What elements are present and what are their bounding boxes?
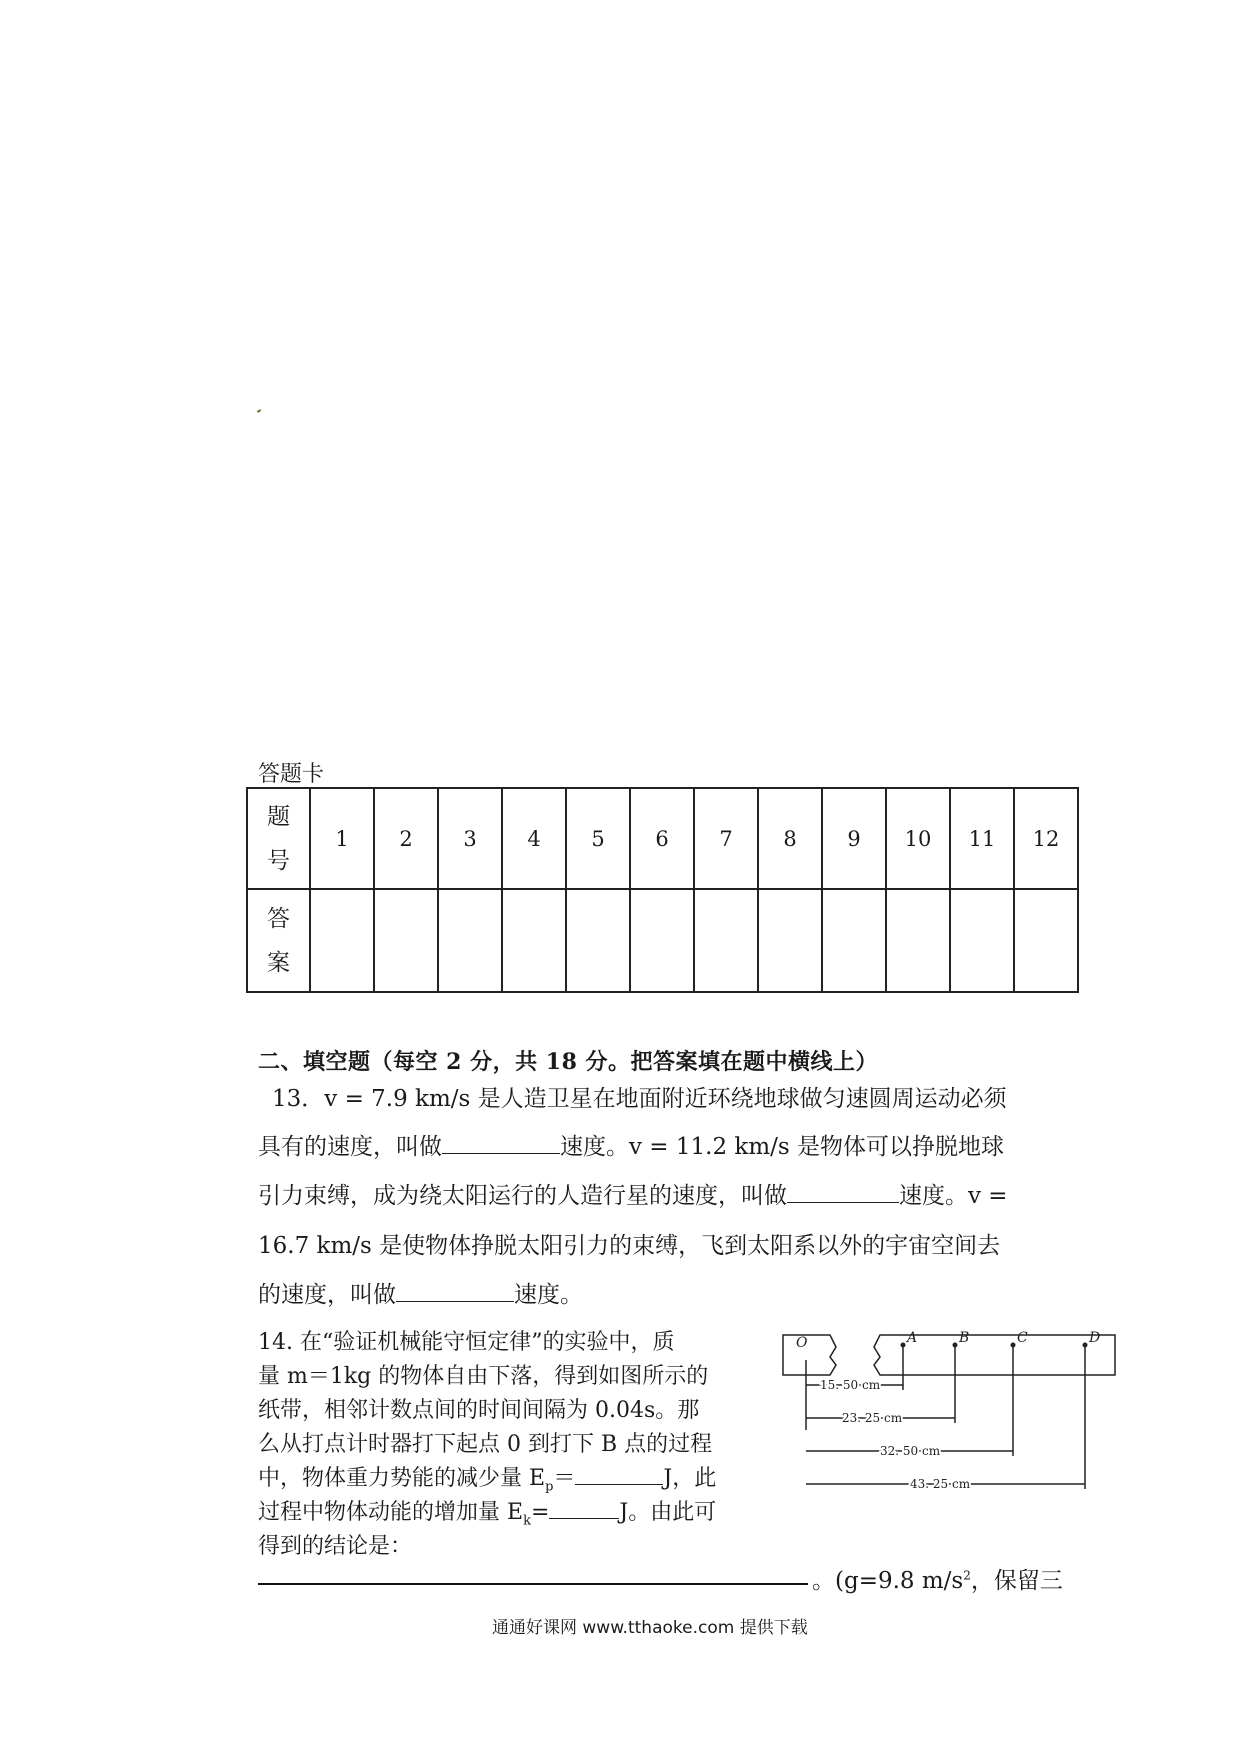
dot-C <box>1011 1343 1016 1348</box>
dot-D <box>1083 1343 1088 1348</box>
q14-line-1: 14. 在“验证机械能守恒定律”的实验中，质 <box>258 1330 675 1355</box>
point-label-D: D <box>1089 1330 1101 1346</box>
distance-label-OB: 23. 25 cm <box>842 1411 903 1425</box>
answer-cell[interactable] <box>886 889 950 992</box>
question-number-cell: 8 <box>758 788 822 889</box>
q14-line-4: 么从打点计时器打下起点 0 到打下 B 点的过程 <box>258 1432 713 1457</box>
blank-kinetic-energy[interactable] <box>549 1498 619 1519</box>
answer-card-title: 答题卡 <box>258 762 325 787</box>
dot-B <box>953 1343 958 1348</box>
answer-cell[interactable] <box>566 889 630 992</box>
point-label-O: O <box>796 1335 808 1351</box>
question-number-cell: 3 <box>438 788 502 889</box>
conclusion-blank[interactable] <box>258 1583 808 1585</box>
answer-cell[interactable] <box>374 889 438 992</box>
q14-line-2: 量 m＝1kg 的物体自由下落，得到如图所示的 <box>258 1364 709 1389</box>
question-number-cell: 4 <box>502 788 566 889</box>
distance-label-OA: 15. 50 cm <box>820 1378 881 1392</box>
row-header-answer: 答 案 <box>247 889 310 992</box>
q14-line-8: 。(g=9.8 $m/s^2$，保留三 <box>812 1568 1063 1594</box>
paper-tape-diagram <box>780 1325 1120 1490</box>
q13-line-4: 16.7 km/s 是使物体挣脱太阳引力的束缚，飞到太阳系以外的宇宙空间去 <box>258 1233 1001 1259</box>
question-number-cell: 10 <box>886 788 950 889</box>
q14-line-7: 得到的结论是： <box>258 1534 413 1559</box>
answer-cell[interactable] <box>310 889 374 992</box>
point-label-C: C <box>1017 1330 1028 1346</box>
row-header-number: 题 号 <box>247 788 310 889</box>
point-label-A: A <box>907 1330 918 1346</box>
dot-A <box>901 1343 906 1348</box>
question-number-cell: 9 <box>822 788 886 889</box>
question-number-cell: 5 <box>566 788 630 889</box>
question-number-cell: 6 <box>630 788 694 889</box>
q13-line-1: 13．v = 7.9 km/s 是人造卫星在地面附近环绕地球做匀速圆周运动必须 <box>272 1086 1007 1112</box>
section-heading: 二、填空题（每空 2 分，共 18 分。把答案填在题中横线上） <box>258 1049 879 1075</box>
answer-card-table <box>246 787 1079 993</box>
answer-cell[interactable] <box>1014 889 1078 992</box>
point-label-B: B <box>959 1330 970 1346</box>
answer-cell[interactable] <box>694 889 758 992</box>
answer-cell[interactable] <box>502 889 566 992</box>
table-row-numbers <box>247 788 1078 889</box>
table-row-answers <box>247 889 1078 992</box>
blank-potential-energy[interactable] <box>575 1464 663 1485</box>
distance-label-OC: 32. 50 cm <box>880 1444 941 1458</box>
tape-left-piece <box>783 1335 836 1375</box>
answer-cell[interactable] <box>438 889 502 992</box>
question-number-cell: 1 <box>310 788 374 889</box>
answer-cell[interactable] <box>758 889 822 992</box>
blank-second-cosmic[interactable] <box>787 1182 899 1203</box>
question-number-cell: 11 <box>950 788 1014 889</box>
question-number-cell: 12 <box>1014 788 1078 889</box>
blank-third-cosmic[interactable] <box>396 1281 514 1302</box>
q14-line-3: 纸带，相邻计数点间的时间间隔为 0.04s。那 <box>258 1398 700 1423</box>
q13-line-3: 引力束缚，成为绕太阳运行的人造行星的速度，叫做 速度。v = <box>258 1183 1008 1209</box>
page-footer: 通通好课网 www.tthaoke.com 提供下载 <box>492 1618 808 1638</box>
distance-label-OD: 43. 25 cm <box>910 1477 971 1490</box>
q14-line-5: 中，物体重力势能的减少量 $E_p= J$，此 <box>258 1466 717 1495</box>
question-number-cell: 7 <box>694 788 758 889</box>
blank-first-cosmic[interactable] <box>442 1133 560 1154</box>
question-number-cell: 2 <box>374 788 438 889</box>
q13-line-2: 具有的速度，叫做 速度。v = 11.2 km/s 是物体可以挣脱地球 <box>258 1134 1005 1160</box>
stray-mark <box>257 409 261 413</box>
answer-cell[interactable] <box>822 889 886 992</box>
answer-cell[interactable] <box>630 889 694 992</box>
answer-cell[interactable] <box>950 889 1014 992</box>
q13-line-5: 的速度，叫做 速度。 <box>258 1282 583 1308</box>
q14-line-6: 过程中物体动能的增加量 $E_k= J$。由此可 <box>258 1500 717 1529</box>
